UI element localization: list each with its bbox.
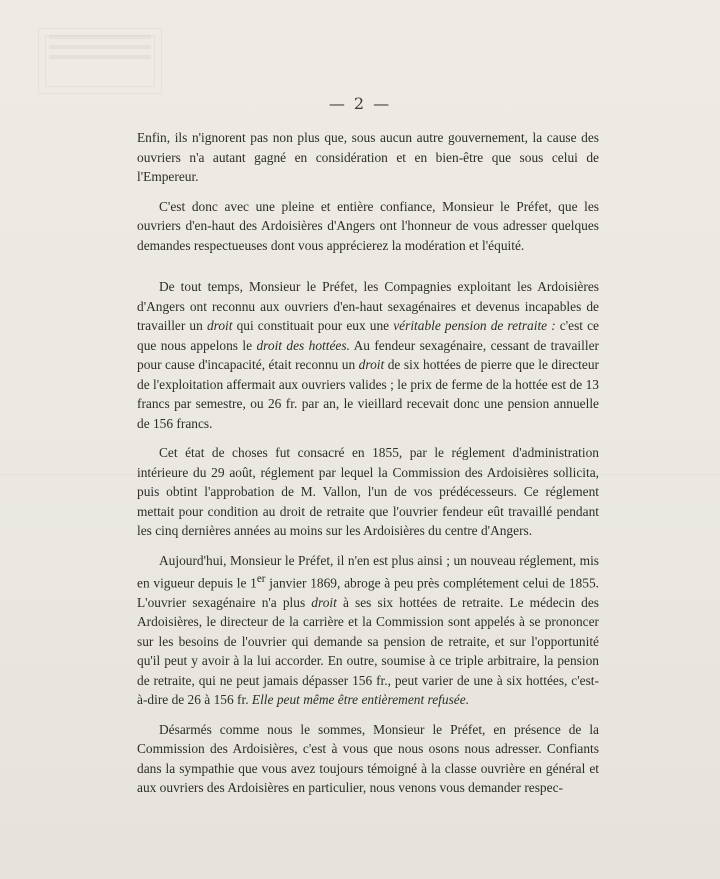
- paragraph-3-text: De tout temps, Monsieur le Préfet, les Compagnies exploitant les Ardoisières d'Angers ont reconnu aux ouvriers d'en-haut sexagénaires et devenus incapables de travailler un: [137, 279, 599, 333]
- paragraph-3-emphasis: droit: [206, 318, 233, 333]
- page-number: — 2 —: [328, 94, 392, 113]
- paragraph-1: Enfin, ils n'ignorent pas non plus que, sous aucun autre gouvernement, la cause des ouvriers n'a autant gagné en considération et en bien-être que sous celui de l'Empereur.: [137, 130, 599, 184]
- paragraph-3-text: de six hottées de pierre que le directeur de l'exploitation affermait aux ouvriers valides ; le prix de ferme de la hottée est de 13 francs par semestre, ou 26 fr. par an, le vieillard recevait donc une pension annuelle de 156 francs.: [137, 357, 599, 431]
- paragraph-3-emphasis: droit: [358, 357, 385, 372]
- paragraph-3: [137, 277, 599, 433]
- body-text: [137, 128, 599, 808]
- paragraph-5-text: à ses six hottées de retraite. Le médecin des Ardoisières, le directeur de la carrière et la Commission sont appelés à se prononcer sur les besoins de l'ouvrier qui demande sa pension de retraite, et sur l'opportunité qu'il peut y avoir à la lui accorder. En outre, soumise à ce triple arbitraire, la pension de retraite, qui ne peut jamais dépasser 156 fr., peut varier de une à six hottées, c'est-à-dire de 26 à 156 fr.: [137, 594, 599, 708]
- paragraph-3-text: c'est ce que nous appelons le: [137, 318, 599, 353]
- stamp-border: [45, 35, 155, 87]
- paragraph-5-text: Aujourd'hui, Monsieur le Préfet, il n'en est plus ainsi ; un nouveau réglement, mis en vigueur depuis le 1: [137, 552, 599, 591]
- paragraph-4: Cet état de choses fut consacré en 1855, par le réglement d'administration intérieure du 29 août, réglement par lequel la Commission des Ardoisières sollicita, puis obtint l'approbation de M. Vallon, l'un de vos prédécesseurs. Ce réglement mettait pour condition au droit de retraite que l'ouvrier fendeur eût travaillé pendant les cinq dernières années au moins sur les Ardoisières du centre d'Angers.: [137, 445, 599, 538]
- paragraph-5-superscript: er: [256, 573, 266, 585]
- paragraph-3-text: Au fendeur sexagénaire, cessant de travailler pour cause d'incapacité, était reconnu un: [137, 337, 599, 372]
- library-stamp: [38, 28, 162, 94]
- paragraph-5: [137, 551, 599, 710]
- paragraph-3-emphasis: droit des hottées.: [256, 337, 350, 353]
- paragraph-5-text: janvier 1869, abroge à peu près complétement celui de 1855. L'ouvrier sexagénaire n'a plus: [137, 575, 599, 610]
- paragraph-3-text: qui constituait pour eux une: [232, 318, 394, 333]
- paragraph-2: C'est donc avec une pleine et entière confiance, Monsieur le Préfet, que les ouvriers d'en-haut des Ardoisières d'Angers ont l'honneur de vous adresser quelques demandes respectueuses dont vous apprécierez la modération et l'équité.: [137, 198, 599, 253]
- paragraph-5-emphasis: droit: [311, 594, 337, 610]
- paragraph-5-emphasis: Elle peut même être entièrement refusée.: [251, 692, 470, 708]
- paragraph-3-emphasis: véritable pension de retraite :: [393, 318, 556, 333]
- paragraph-6: Désarmés comme nous le sommes, Monsieur le Préfet, en présence de la Commission des Ardoisières, c'est à vous que nous osons nous adresser. Confiants dans la sympathie que vous avez toujours témoigné à la classe ouvrière en général et aux ouvriers des Ardoisières en particulier, nous venons vous demander respec-: [137, 721, 599, 796]
